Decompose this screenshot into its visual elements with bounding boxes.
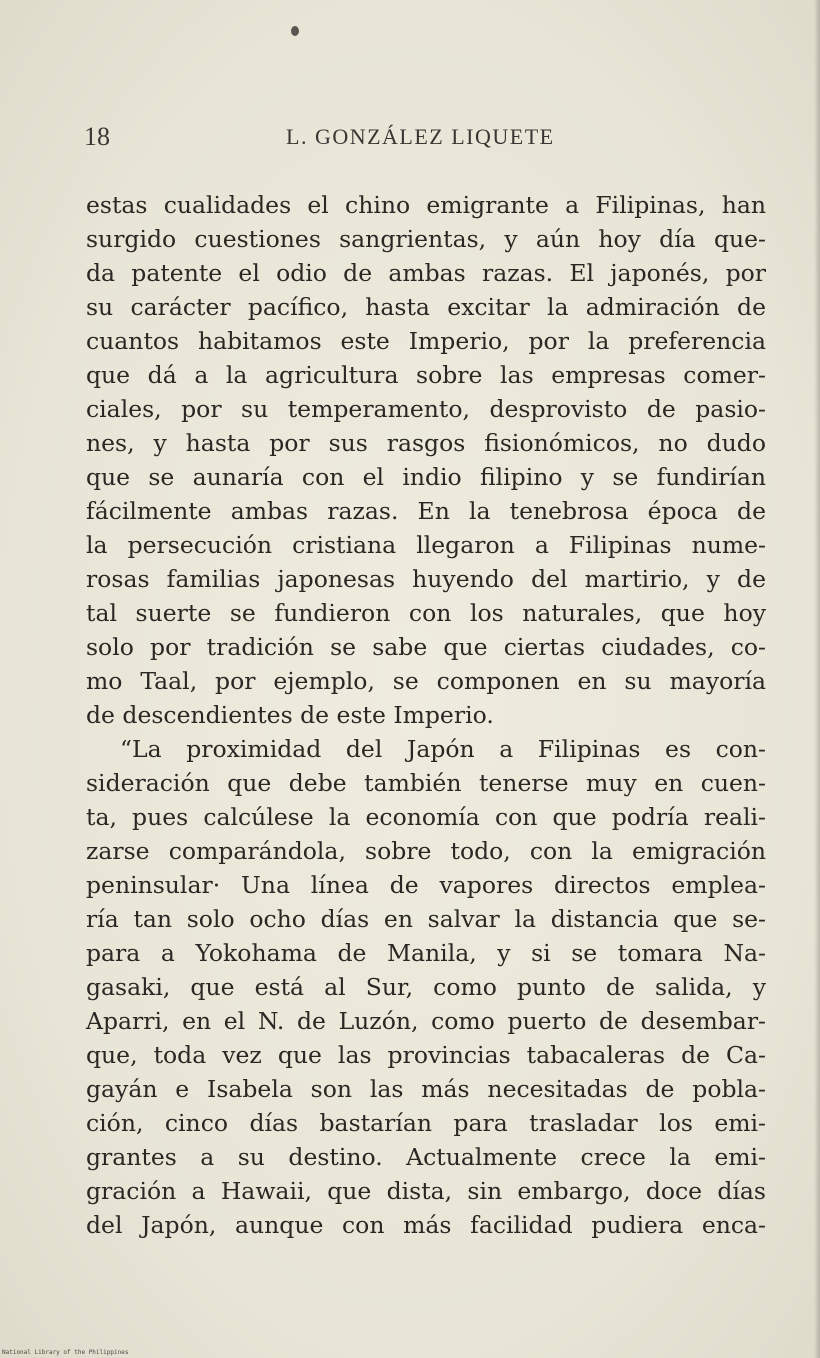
text-line: grantes a su destino. Actualmente crece la emi-: [86, 1143, 766, 1171]
text-line: sideración que debe también tenerse muy en cuen-: [86, 769, 766, 797]
text-line: peninsular· Una línea de vapores directos emplea-: [86, 871, 766, 899]
body-text: [86, 188, 766, 1242]
ink-speck: [291, 26, 299, 36]
library-credit: National Library of the Philippines: [2, 1349, 129, 1356]
text-line: Aparri, en el N. de Luzón, como puerto de desembar-: [86, 1007, 766, 1035]
page-edge-shadow: [814, 0, 820, 1358]
page-header: [84, 122, 766, 156]
text-line: que se aunaría con el indio filipino y se fundirían: [86, 463, 766, 491]
text-line: estas cualidades el chino emigrante a Filipinas, han: [86, 191, 766, 219]
text-line: surgido cuestiones sangrientas, y aún hoy día que-: [86, 225, 766, 253]
text-line: fácilmente ambas razas. En la tenebrosa época de: [86, 497, 766, 525]
text-line: ría tan solo ocho días en salvar la distancia que se-: [86, 905, 766, 933]
text-line: solo por tradición se sabe que ciertas ciudades, co-: [86, 633, 766, 661]
text-line: la persecución cristiana llegaron a Filipinas nume-: [86, 531, 766, 559]
text-line: tal suerte se fundieron con los naturales, que hoy: [86, 599, 766, 627]
paragraph-start-line: “La proximidad del Japón a Filipinas es con-: [120, 735, 766, 763]
text-line: su carácter pacífico, hasta excitar la admiración de: [86, 293, 766, 321]
text-line: gración a Hawaii, que dista, sin embargo, doce días: [86, 1177, 766, 1205]
text-line: ciales, por su temperamento, desprovisto de pasio-: [86, 395, 766, 423]
text-line: ción, cinco días bastarían para trasladar los emi-: [86, 1109, 766, 1137]
text-line: zarse comparándola, sobre todo, con la emigración: [86, 837, 766, 865]
text-line: ta, pues calcúlese la economía con que podría reali-: [86, 803, 766, 831]
text-line: que, toda vez que las provincias tabacaleras de Ca-: [86, 1041, 766, 1069]
text-line: rosas familias japonesas huyendo del martirio, y de: [86, 565, 766, 593]
running-head: L. GONZÁLEZ LIQUETE: [286, 124, 555, 149]
text-line: da patente el odio de ambas razas. El japonés, por: [86, 259, 766, 287]
text-line: gasaki, que está al Sur, como punto de salida, y: [86, 973, 766, 1001]
text-line: cuantos habitamos este Imperio, por la preferencia: [86, 327, 766, 355]
text-line: nes, y hasta por sus rasgos fisionómicos, no dudo: [86, 429, 766, 457]
page-number: 18: [84, 122, 110, 151]
text-line: para a Yokohama de Manila, y si se tomara Na-: [86, 939, 766, 967]
text-line: del Japón, aunque con más facilidad pudiera enca-: [86, 1211, 766, 1239]
text-line: que dá a la agricultura sobre las empresas comer-: [86, 361, 766, 389]
paragraph-end-line: de descendientes de este Imperio.: [86, 701, 494, 729]
text-line: gayán e Isabela son las más necesitadas de pobla-: [86, 1075, 766, 1103]
text-line: mo Taal, por ejemplo, se componen en su mayoría: [86, 667, 766, 695]
